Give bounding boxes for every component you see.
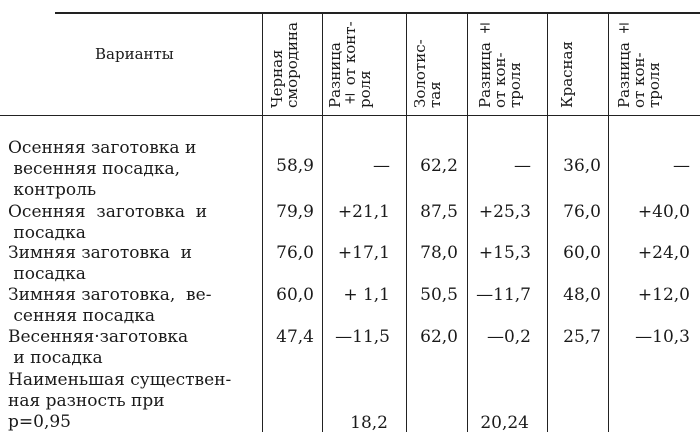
row-3-v3: 60,0 — [563, 243, 601, 263]
top-rule — [55, 12, 700, 14]
row-5-v3: 25,7 — [563, 327, 601, 347]
header-black-currant: Черная смородина — [268, 22, 301, 108]
header-diff-2: Разница ± от кон- троля — [476, 19, 524, 108]
row-1-label: Осенняя заготовка и весенняя посадка, контроль — [8, 138, 197, 200]
row-3-d2: +15,3 — [478, 243, 531, 263]
row-2-v2: 87,5 — [420, 202, 458, 222]
row-5-v1: 47,4 — [276, 327, 314, 347]
row-5-d2: —0,2 — [486, 327, 531, 347]
footer-d2: 20,24 — [480, 413, 529, 433]
row-1-d2: — — [514, 156, 531, 176]
row-2-d3: +40,0 — [637, 202, 690, 222]
row-4-d3: +12,0 — [637, 285, 690, 305]
row-4-v1: 60,0 — [276, 285, 314, 305]
row-5-d1: —11,5 — [335, 327, 390, 347]
row-4-v2: 50,5 — [420, 285, 458, 305]
row-2-v1: 79,9 — [276, 202, 314, 222]
row-5-v2: 62,0 — [420, 327, 458, 347]
row-2-d1: +21,1 — [337, 202, 390, 222]
row-4-d1: + 1,1 — [343, 285, 390, 305]
row-2-v3: 76,0 — [563, 202, 601, 222]
footer-d1: 18,2 — [350, 413, 388, 433]
row-2-label: Осенняя заготовка и посадка — [8, 202, 208, 243]
row-3-v1: 76,0 — [276, 243, 314, 263]
row-2-d2: +25,3 — [478, 202, 531, 222]
row-5-d3: —10,3 — [635, 327, 690, 347]
row-3-v2: 78,0 — [420, 243, 458, 263]
row-1-v3: 36,0 — [563, 156, 601, 176]
header-red: Красная — [558, 41, 576, 108]
row-3-d1: +17,1 — [337, 243, 390, 263]
row-4-v3: 48,0 — [563, 285, 601, 305]
row-1-v2: 62,2 — [420, 156, 458, 176]
header-rule — [0, 115, 700, 116]
row-1-d3: — — [673, 156, 690, 176]
row-5-label: Весенняя·заготовка и посадка — [8, 327, 189, 368]
row-4-d2: —11,7 — [476, 285, 531, 305]
row-3-label: Зимняя заготовка и посадка — [8, 243, 192, 284]
header-diff-1: Разница ± от конт- роля — [326, 21, 374, 108]
row-1-v1: 58,9 — [276, 156, 314, 176]
row-4-label: Зимняя заготовка, ве- сенняя посадка — [8, 285, 212, 326]
footer-label: Наименьшая существен- ная разность при p=0,95 — [8, 370, 232, 432]
header-diff-3: Разница ± от кон- троля — [615, 19, 663, 108]
header-variants: Варианты — [95, 45, 174, 63]
row-3-d3: +24,0 — [637, 243, 690, 263]
header-golden: Золотис- тая — [411, 39, 444, 108]
row-1-d1: — — [373, 156, 390, 176]
